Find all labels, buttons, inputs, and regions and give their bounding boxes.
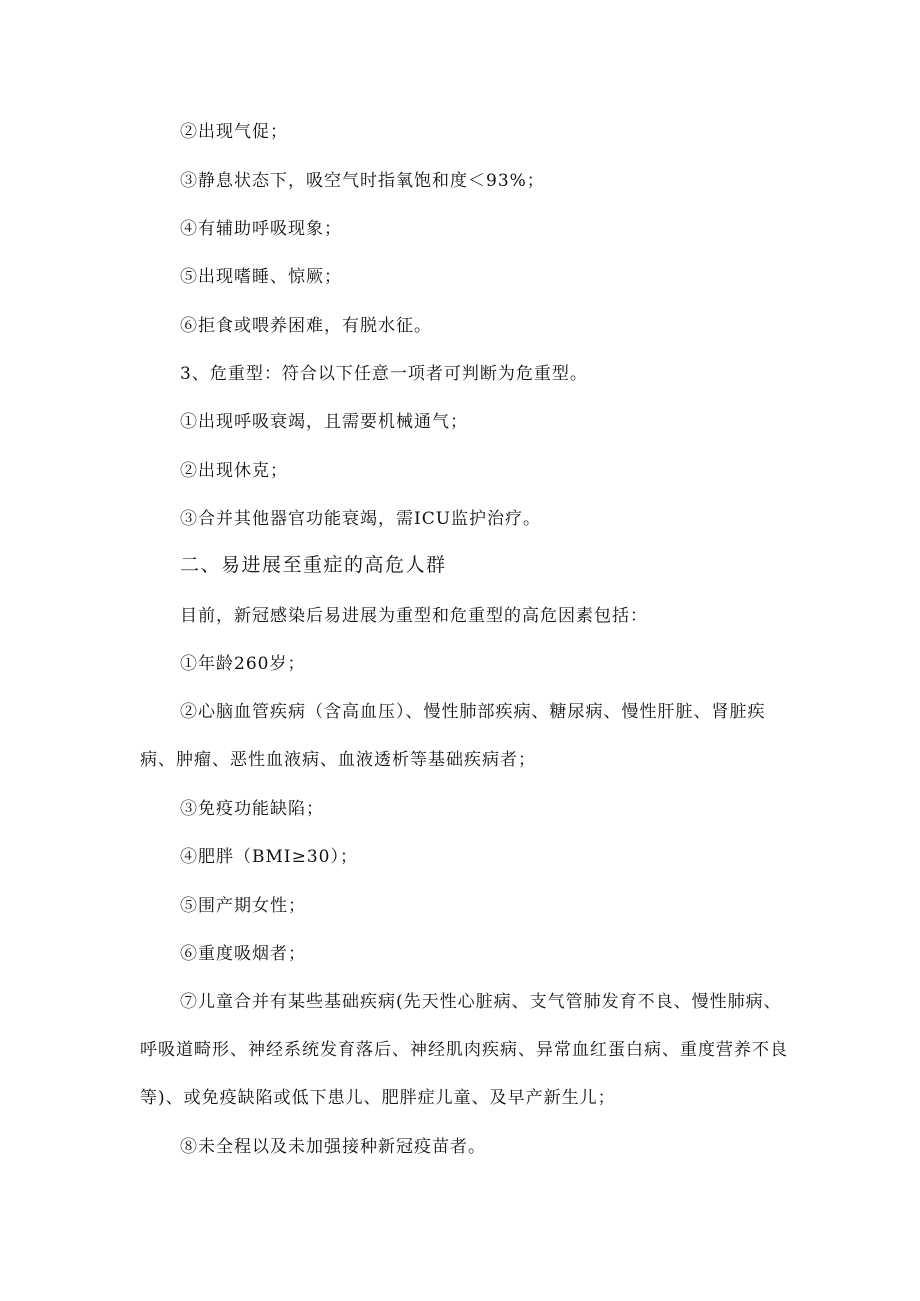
high-risk-intro: 目前，新冠感染后易进展为重型和危重型的高危因素包括： [180,606,648,626]
high-risk-item-5: ⑤围产期女性； [180,896,306,916]
high-risk-item-7: ⑦儿童合并有某些基础疾病(先天性心脏病、支气管肺发育不良、慢性肺病、呼吸道畸形、神经系统发育落后、神经肌肉疾病、异常血红蛋白病、重度营养不良等)、或免疫缺陷或低下患儿、肥胖症儿童、及早产新生儿； [140,992,788,1108]
high-risk-item-6: ⑥重度吸烟者； [180,944,306,964]
high-risk-item-1: ①年龄260岁； [180,654,306,674]
critical-item-2: ②出现休克； [180,461,288,481]
critical-type-heading: 3、危重型：符合以下任意一项者可判断为危重型。 [180,364,588,384]
severe-item-2: ②出现气促； [180,122,288,142]
high-risk-item-2: ②心脑血管疾病（含高血压）、慢性肺部疾病、糖尿病、慢性肝脏、肾脏疾病、肿瘤、恶性血液病、血液透析等基础疾病者； [140,702,766,770]
severe-item-6: ⑥拒食或喂养困难，有脱水征。 [180,316,432,336]
critical-item-1: ①出现呼吸衰竭，且需要机械通气； [180,412,468,432]
severe-item-3: ③静息状态下，吸空气时指氧饱和度＜93%； [180,171,545,191]
critical-item-3: ③合并其他器官功能衰竭，需ICU监护治疗。 [180,509,542,529]
high-risk-item-4: ④肥胖（BMI≥30）； [180,847,358,867]
section-title-high-risk: 二、易进展至重症的高危人群 [180,554,447,576]
high-risk-item-3: ③免疫功能缺陷； [180,799,324,819]
severe-item-5: ⑤出现嗜睡、惊厥； [180,267,342,287]
severe-item-4: ④有辅助呼吸现象； [180,219,342,239]
high-risk-item-8: ⑧未全程以及未加强接种新冠疫苗者。 [180,1137,486,1157]
